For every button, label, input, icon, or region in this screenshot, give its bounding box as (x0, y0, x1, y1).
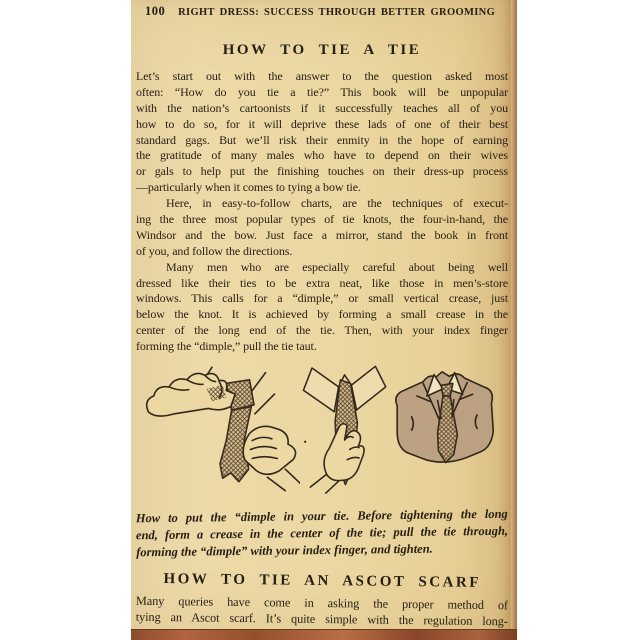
text-line: forming the “dimple,” pull the tie taut. (136, 339, 317, 354)
text-line: or gals to help put the finishing touches on their dress-up process (136, 164, 508, 179)
page-number: 100 (145, 4, 166, 18)
illustration-row (136, 357, 508, 507)
illustration-hand-pulling-tie-icon (300, 361, 390, 495)
text-line: below the knot. It is achieved by forming a small crease in the (136, 307, 508, 322)
text-line: How to put the “dimple in your tie. Before tightening the long (135, 506, 508, 526)
book-bottom-edge (131, 629, 517, 640)
text-line: dressed like their ties to be extra neat, like those in men’s-store (136, 275, 508, 290)
ascot-section (136, 570, 509, 629)
figure-caption (136, 506, 509, 562)
text-line: Let’s start out with the answer to the question asked most (136, 69, 508, 83)
running-title: RIGHT DRESS: SUCCESS THROUGH BETTER GROOMING (178, 7, 496, 18)
section-heading-tie: HOW TO TIE A TIE (222, 42, 422, 58)
text-line: Here, in easy-to-follow charts, are the techniques of execut- (166, 196, 508, 211)
text-line: with the nation’s cartoonists if it successfully teaches all of you (136, 100, 508, 115)
book-page-photo (131, 0, 517, 640)
section-heading-ascot: HOW TO TIE AN ASCOT SCARF (163, 570, 482, 591)
text-line: how to do so, for it will deprive these lads of one of their best (136, 116, 508, 131)
illustration-finished-tie-jacket-icon (390, 365, 500, 472)
text-line: Windsor and the bow. Just face a mirror, stand the book in front (136, 227, 508, 242)
text-line: of you, and follow the directions. (136, 243, 293, 258)
text-line: forming the “dimple” with your index finger, and tighten. (136, 542, 433, 560)
text-line: the gratitude of many males who have to depend on their wives (136, 148, 508, 163)
page-edge (511, 0, 517, 640)
text-line: end, form a crease in the center of the tie; pull the tie through, (135, 523, 509, 543)
text-line: Many men who are especially careful about being well (166, 259, 508, 274)
text-line: ing the three most popular types of tie knots, the four-in-hand, the (136, 212, 508, 227)
paragraph-ascot (136, 592, 508, 629)
paragraph-charts (136, 196, 508, 260)
text-line: often: “How do you tie a tie?” This book will be unpopular (136, 84, 508, 99)
text-line: —particularly when it comes to tying a bow tie. (136, 180, 361, 195)
paragraph-intro (136, 69, 508, 196)
text-line: tying an Ascot scarf. It’s quite simple with the regulation long- (135, 609, 508, 629)
page-header (136, 4, 508, 18)
illustration-hands-forming-dimple-icon (144, 357, 300, 492)
text-line: windows. This calls for a “dimple,” or small vertical crease, just (136, 291, 508, 306)
paragraph-dimple (136, 260, 508, 355)
text-line: center of the long end of the tie. Then, with your index finger (136, 323, 508, 338)
text-line: standard gags. But we’ll risk their enmity in the hope of earning (136, 132, 508, 147)
book-page (131, 0, 511, 640)
text-line: Many queries have come in asking the proper method of (135, 593, 509, 612)
